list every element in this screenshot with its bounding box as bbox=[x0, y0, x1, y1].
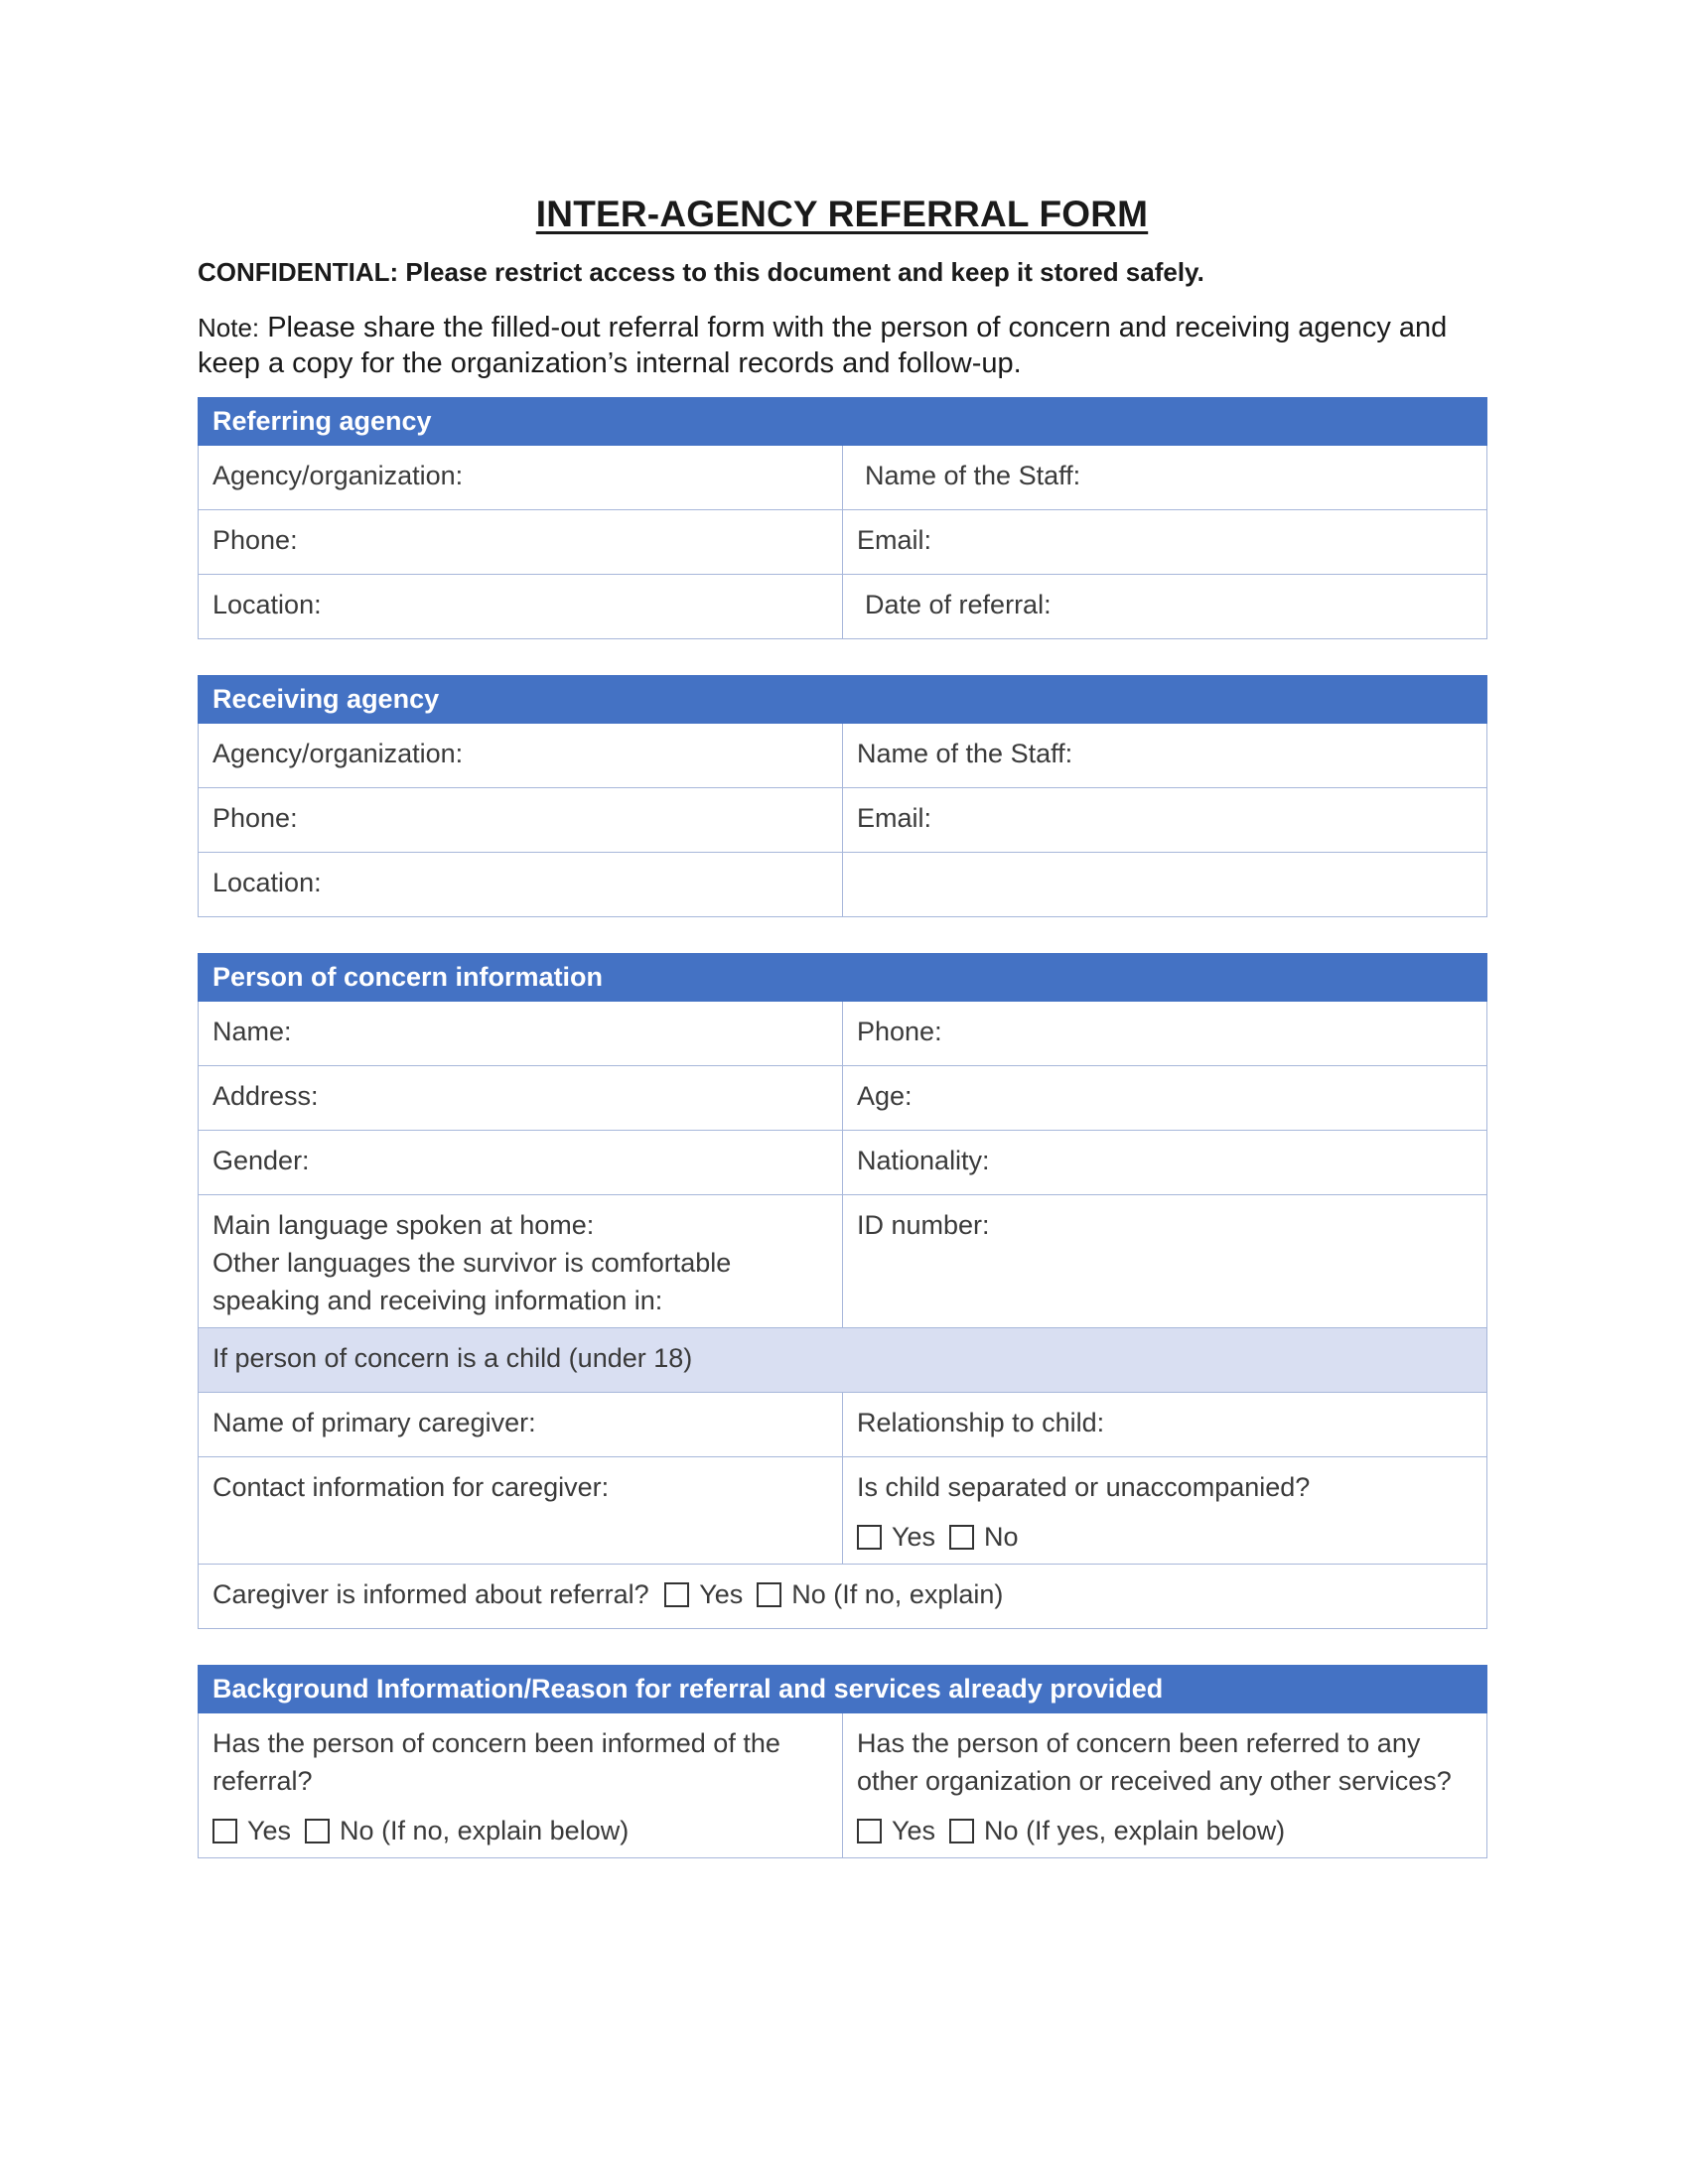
person-language-field[interactable] bbox=[199, 1195, 843, 1328]
separated-yes-label: Yes bbox=[892, 1522, 936, 1552]
receiving-empty-cell[interactable] bbox=[843, 853, 1487, 917]
informed-question-cell bbox=[199, 1713, 843, 1858]
referring-date-label: Date of referral: bbox=[865, 590, 1052, 619]
informed-checkbox-row bbox=[212, 1812, 828, 1849]
referring-staff-label: Name of the Staff: bbox=[865, 461, 1081, 490]
receiving-staff-field[interactable]: Name of the Staff: bbox=[843, 724, 1487, 788]
referred-yes-label: Yes bbox=[892, 1816, 936, 1845]
person-of-concern-table bbox=[198, 953, 1487, 1629]
separated-question-label: Is child separated or unaccompanied? bbox=[857, 1472, 1311, 1502]
separated-question-cell bbox=[843, 1457, 1487, 1565]
separated-yes-checkbox[interactable] bbox=[857, 1525, 882, 1550]
referring-date-field[interactable] bbox=[843, 575, 1487, 639]
caregiver-name-field[interactable]: Name of primary caregiver: bbox=[199, 1393, 843, 1457]
note-text: Please share the filled-out referral form with the person of concern and receiving agency and keep a copy for the organization’s internal records and follow-up. bbox=[198, 312, 1448, 379]
referred-yes-checkbox[interactable] bbox=[857, 1819, 882, 1843]
caregiver-informed-no-label: No (If no, explain) bbox=[791, 1579, 1004, 1609]
child-subheader: If person of concern is a child (under 18) bbox=[199, 1328, 1487, 1393]
caregiver-informed-yes-checkbox[interactable] bbox=[664, 1582, 689, 1607]
caregiver-informed-no-checkbox[interactable] bbox=[757, 1582, 781, 1607]
note-paragraph bbox=[198, 310, 1486, 381]
person-nationality-field[interactable]: Nationality: bbox=[843, 1131, 1487, 1195]
confidential-notice: CONFIDENTIAL: Please restrict access to this document and keep it stored safely. bbox=[198, 257, 1204, 287]
person-id-number-field[interactable]: ID number: bbox=[843, 1195, 1487, 1328]
relationship-field[interactable]: Relationship to child: bbox=[843, 1393, 1487, 1457]
caregiver-informed-yes-label: Yes bbox=[699, 1579, 744, 1609]
referred-question-cell bbox=[843, 1713, 1487, 1858]
referred-question-label: Has the person of concern been referred to any other organization or received any other services? bbox=[857, 1728, 1452, 1796]
person-name-field[interactable]: Name: bbox=[199, 1002, 843, 1066]
referred-checkbox-row bbox=[857, 1812, 1473, 1849]
receiving-agency-field[interactable]: Agency/organization: bbox=[199, 724, 843, 788]
receiving-agency-header: Receiving agency bbox=[199, 676, 1487, 724]
referring-email-field[interactable]: Email: bbox=[843, 510, 1487, 575]
referral-form-page bbox=[198, 194, 1486, 1894]
referring-staff-field[interactable] bbox=[843, 446, 1487, 510]
informed-no-label: No (If no, explain below) bbox=[340, 1816, 630, 1845]
receiving-email-field[interactable]: Email: bbox=[843, 788, 1487, 853]
person-phone-field[interactable]: Phone: bbox=[843, 1002, 1487, 1066]
background-info-table bbox=[198, 1665, 1487, 1858]
caregiver-contact-field[interactable]: Contact information for caregiver: bbox=[199, 1457, 843, 1565]
referring-agency-field[interactable]: Agency/organization: bbox=[199, 446, 843, 510]
informed-question-label: Has the person of concern been informed of the referral? bbox=[212, 1728, 780, 1796]
caregiver-informed-cell bbox=[199, 1565, 1487, 1629]
receiving-phone-field[interactable]: Phone: bbox=[199, 788, 843, 853]
informed-yes-label: Yes bbox=[247, 1816, 292, 1845]
referring-agency-table bbox=[198, 397, 1487, 639]
referring-location-field[interactable]: Location: bbox=[199, 575, 843, 639]
main-language-label: Main language spoken at home: bbox=[212, 1210, 595, 1240]
informed-yes-checkbox[interactable] bbox=[212, 1819, 237, 1843]
separated-no-label: No bbox=[984, 1522, 1019, 1552]
note-label: Note: bbox=[198, 313, 260, 342]
person-address-field[interactable]: Address: bbox=[199, 1066, 843, 1131]
person-of-concern-header: Person of concern information bbox=[199, 954, 1487, 1002]
receiving-location-field[interactable]: Location: bbox=[199, 853, 843, 917]
person-age-field[interactable]: Age: bbox=[843, 1066, 1487, 1131]
receiving-agency-table bbox=[198, 675, 1487, 917]
other-languages-label: Other languages the survivor is comfortable speaking and receiving information in: bbox=[212, 1248, 732, 1315]
page-title: INTER-AGENCY REFERRAL FORM bbox=[535, 194, 1149, 234]
person-gender-field[interactable]: Gender: bbox=[199, 1131, 843, 1195]
informed-no-checkbox[interactable] bbox=[305, 1819, 330, 1843]
referred-no-checkbox[interactable] bbox=[949, 1819, 974, 1843]
separated-no-checkbox[interactable] bbox=[949, 1525, 974, 1550]
caregiver-informed-question: Caregiver is informed about referral? bbox=[212, 1579, 649, 1609]
referring-phone-field[interactable]: Phone: bbox=[199, 510, 843, 575]
caregiver-informed-checkbox-row bbox=[656, 1575, 1017, 1613]
referred-no-label: No (If yes, explain below) bbox=[984, 1816, 1286, 1845]
separated-checkbox-row bbox=[857, 1518, 1473, 1556]
referring-agency-header: Referring agency bbox=[199, 398, 1487, 446]
background-info-header: Background Information/Reason for referral and services already provided bbox=[199, 1666, 1487, 1713]
